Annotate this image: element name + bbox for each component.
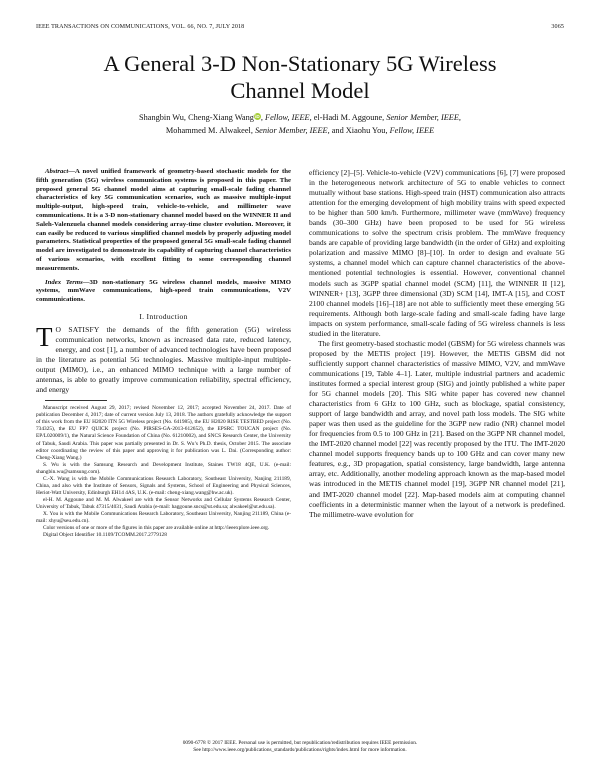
footnotes [36,405,291,539]
index-terms-label: Index Terms [45,278,83,286]
index-terms-text: —3D non-stationary 5G wireless channel models, massive MIMO systems, mmWave communications, high-speed train communications, V2V communications. [36,278,291,304]
title-line-1: A General 3-D Non-Stationary 5G Wireless [103,51,497,76]
copyright-line: 0090-6778 © 2017 IEEE. Personal use is permitted, but republication/redistribution requires IEEE permission. [182,740,418,746]
author-name: Shangbin Wu, [139,113,187,122]
author-role: Senior Member, IEEE, [255,125,330,135]
author-role: Fellow, IEEE, [265,113,312,122]
journal-name: IEEE TRANSACTIONS ON COMMUNICATIONS, VOL. 66, NO. 7, JULY 2018 [36,24,245,30]
footnote-divider [45,400,107,401]
intro-paragraph-2: The first geometry-based stochastic model (GBSM) for 5G wireless channels was proposed by the METIS project [19]. However, the METIS GBSM did not sufficiently support channel characteristics of massive MIMO, V2V, and mmWave communications [19, Table 4–1]. Later, multiple industrial partners and academic institutes formed a special interest group (SIG) and jointly published a white paper for 5G channel models [20]. This SIG white paper has covered new channel characteristics from 6 GHz to 100 GHz, such as blockage, spatial consistency, support of large bandwidth and array, and novel path loss models. The SIG white paper was then used as the guideline for the 3GPP new radio (NR) channel model for frequencies from 0.5 to 100 GHz in [21]. Based on the 3GPP NR channel model, the IMT-2020 channel model [22] was recently proposed by the ITU. The IMT-2020 channel model supports frequency bands up to 100 GHz and can cover many new features, e.g., 3D propagation, spatial consistency, large bandwidth, large antenna array, etc. Additionally, another modeling approach known as the map-based model was introduced in the METIS channel model [19], 3GPP NR channel model [21], and IMT-2020 channel model [22]. Map-based models aim at computing channel coefficients in a deterministic manner when the layout of a network is predefined. The millimetre-wave evolution for [309,338,565,519]
footnote-manuscript: Manuscript received August 29, 2017; revised November 12, 2017; accepted November 24, 2017. Date of publication December 4, 2017; date of current version July 13, 2018. The authors gratefully acknowledge the support of this work from the EU H2020 ITN 5G Wireless project (No. 641985), the EU H2020 RISE TESTBED project (No. 734325), the EU FP7 QUICK project (No. PIRSES-GA-2013-612652), the EPSRC TOUCAN project (No. EP/L020009/1), the Natural Science Foundation of China (No. 61210002), and SNCS Research Center, the University of Tabuk, Saudi Arabia. This paper was partially presented in Dr. S. Wu’s Ph.D. thesis, October 2015. The associate editor coordinating the review of this paper and approving it for publication was L. Dai. (Corresponding author: Cheng-Xiang Wang.) [36,405,291,461]
intro-paragraph [36,321,291,395]
copyright-footer [36,740,564,754]
author-role: Fellow, IEEE [389,125,435,135]
intro-text: the demands of the fifth generation (5G) wireless communication networks, known as increased data rate, reduced latency, energy, and cost [1], a number of advanced technologies have been proposed in the literature as potential 5G technologies. Massive multiple-input multiple-output (MIMO), i.e., an enhanced MIMO technique with a large number of antennas, is able to greatly improve communication reliability, spectral efficiency, and energy [36,324,291,395]
footnote-affiliation: S. Wu is with the Samsung Research and Development Institute, Staines TW18 4QE, U.K. (e-mail: shangbin.wu@samsung.com). [36,461,291,475]
section-heading: I. Introduction [139,311,188,321]
running-header [36,24,564,30]
drop-cap: T [36,321,53,352]
footnote-affiliation: el-H. M. Aggoune and M. M. Alwakeel are with the Sensor Networks and Cellular Systems Research Center, University of Tabuk, Tabuk 47315/4031, Saudi Arabia (e-mail: haggoune.sncs@ut.edu.sa; alwakeel@ut.edu.sa). [36,496,291,510]
abstract-label: Abstract [45,168,69,175]
title-line-2: Channel Model [230,78,370,103]
abstract-text: —A novel unified framework of geometry-based stochastic models for the fifth generation (5G) wireless communication systems is proposed in this paper. The proposed general 5G channel model aims at capturing small-scale fading channel characteristics of key 5G communication scenarios, such as massive multiple-input multiple-output, high-speed train, vehicle-to-vehicle, and millimeter wave communications. It is a 3-D non-stationary channel model based on the WINNER II and Saleh-Valenzuela channel models considering array-time cluster evolution. Moreover, it can easily be reduced to various simplified channel models by properly adjusting model parameters. Statistical properties of the proposed general 5G small-scale fading channel model are investigated to demonstrate its capability of capturing channel characteristics of various scenarios, with excellent fitting to some corresponding channel measurements. [36,168,291,272]
author-name: Cheng-Xiang Wang [188,113,254,122]
index-terms [36,279,291,305]
paper-title [40,50,560,104]
author-name: Mohammed M. Alwakeel, [165,125,253,135]
orcid-icon[interactable]: iD [255,114,260,119]
author-list [40,112,560,137]
intro-paragraph-continued: efficiency [2]–[5]. Vehicle-to-vehicle (V2V) communications [6], [7] were proposed in the heterogeneous network architecture of 5G to enable vehicles to connect mutually without base stations. High-speed train (HST) communication also attracts attention for the emerging development of high mobility trains with speed expected to be higher than 500 km/h. Furthermore, millimeter wave (mmWave) frequency bands (30–300 GHz) have been proposed to be used for 5G wireless communications to solve the spectrum crisis problem. The mmWave frequency bands are capable of providing large bandwidth (in the order of GHz) and exploiting polarization and massive MIMO [8]–[10]. In order to design and evaluate 5G systems, a channel model which can capture channel characteristics of the above-mentioned potential technologies is essential. However, conventional channel models such as 3GPP spatial channel model (SCM) [11], the WINNER II [12], WINNER+ [13], 3GPP three dimensional (3D) SCM [14], IMT-A [15], and COST 2100 channel models [16]–[18] are not able to sufficiently meet these emerging 5G requirements. Although both large-scale fading and small-scale fading have large impacts on system performance, small-scale fading of 5G wireless channels is less studied in the literature. [309,168,565,338]
author-name: el-Hadi M. Aggoune, [313,113,385,122]
left-column [36,168,291,539]
page-number: 3065 [551,24,564,30]
footnote-color-note: Color versions of one or more of the figures in this paper are available online at http://ieeexplore.ieee.org. [43,525,270,532]
author-line-2 [40,125,560,138]
footnote-affiliation: C.-X. Wang is with the Mobile Communications Research Laboratory, Southeast University, Nanjing 211189, China, and also with the Institute of Sensors, Signals and Systems, School of Engineering and Physical Sciences, Heriot-Watt University, Edinburgh EH14 4AS, U.K. (e-mail: cheng-xiang.wang@hw.ac.uk). [36,475,291,496]
footnote-doi: Digital Object Identifier 10.1109/TCOMM.2017.2779128 [43,532,167,539]
author-line-1: Shangbin Wu, Cheng-Xiang WangiD, Fellow, IEEE, el-Hadi M. Aggoune, Senior Member, IEEE, [139,113,461,122]
author-name: and Xiaohu You, [331,125,388,135]
author-role: Senior Member, IEEE, [386,113,461,122]
rights-link-line: See http://www.ieee.org/publications_standards/publications/rights/index.html for more information. [193,747,407,754]
abstract [36,168,291,274]
right-column [309,168,565,520]
footnote-affiliation: X. You is with the Mobile Communications Research Laboratory, Southeast University, Nanjing 211189, China (e-mail: xhyu@seu.edu.cn). [36,510,291,525]
lead-caps: O SATISFY [55,324,100,334]
